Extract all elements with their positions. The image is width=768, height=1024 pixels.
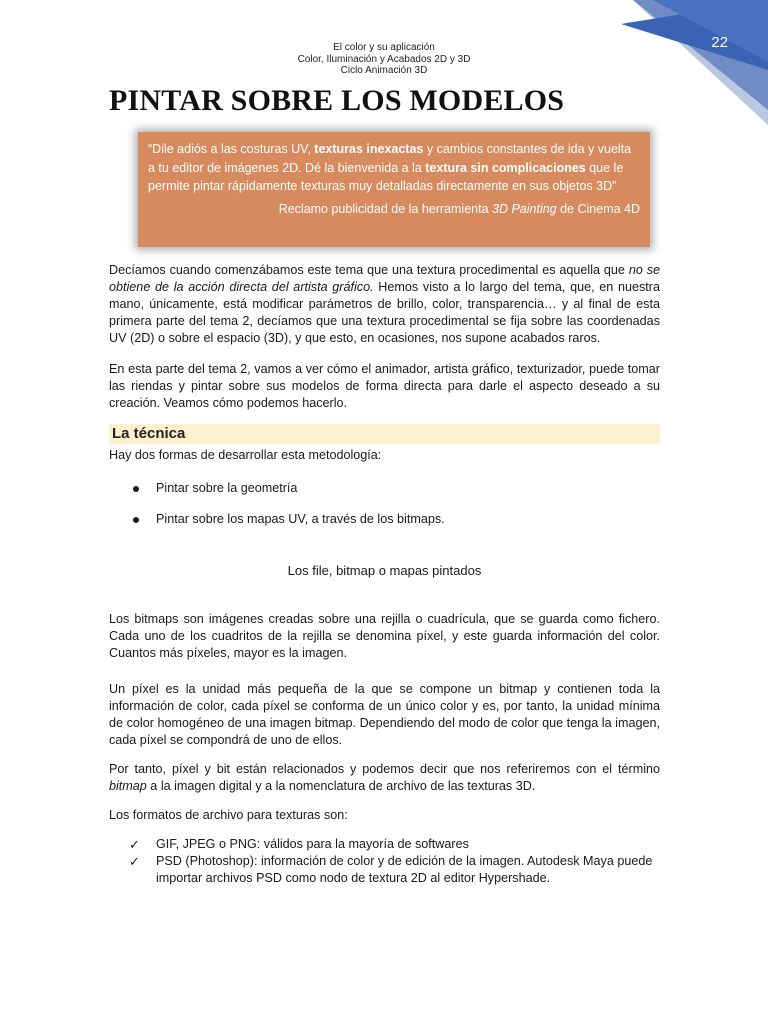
checkmark-icon: ✓ [129,854,140,869]
main-content [109,262,660,887]
technique-list [109,480,660,528]
paragraph-5-italic: bitmap [109,779,147,793]
list-item [109,836,660,853]
quote-bold-2: textura sin complicaciones [425,160,586,175]
bullet-dot-icon [133,517,139,523]
quote-text-part: “Dile adiós a las costuras UV, [148,142,315,156]
paragraph-1 [109,262,660,347]
paragraph-3: Los bitmaps son imágenes creadas sobre una rejilla o cuadrícula, que se guarda como fichero. Cada uno de los cuadritos de la rejilla se denomina píxel, y este guarda información del color. Cuantos más píxeles, mayor es la imagen. [109,612,660,660]
header-line-1: El color y su aplicación [333,42,435,53]
quote-source [148,200,640,219]
paragraph-2: En esta parte del tema 2, vamos a ver cómo el animador, artista gráfico, texturizador, puede tomar las riendas y pintar sobre sus modelos de forma directa para darle el aspecto deseado a su creación. Veamos cómo podemos hacerlo. [109,362,660,410]
paragraph-1-part: Hemos visto a lo largo del tema, que, en nuestra mano, únicamente, está modificar parámetros de brillo, color, transparencia… y al final de esta primera parte del tema 2, decíamos que una textura procedimental se fija sobre las coordenadas UV (2D) o sobre el espacio (3D), y que esto, en ocasiones, nos supone acabados raros. [109,280,660,345]
list-item [109,480,660,497]
quote-bold-1: texturas inexactas [314,142,424,156]
quote-source-part: de Cinema 4D [556,201,640,216]
section-heading: La técnica [109,424,660,444]
list-item-text: Pintar sobre los mapas UV, a través de los bitmaps. [156,512,445,526]
bullet-dot-icon [133,486,139,492]
checkmark-icon: ✓ [129,837,140,852]
quote-source-italic: 3D Painting [492,201,557,216]
paragraph-5-part: a la imagen digital y a la nomenclatura de archivo de las texturas 3D. [146,779,536,793]
paragraph-1-part: Decíamos cuando comenzábamos este tema que una textura procedimental es aquella que [109,263,629,277]
section-intro: Hay dos formas de desarrollar esta metodología: [109,448,382,462]
page-title: PINTAR SOBRE LOS MODELOS [109,84,565,117]
paragraph-6: Los formatos de archivo para texturas son: [109,808,348,822]
running-header [0,42,768,77]
list-item-text: GIF, JPEG o PNG: válidos para la mayoría de softwares [156,837,469,851]
header-line-2: Color, Iluminación y Acabados 2D y 3D [297,53,471,65]
quote-text-part: y cambios constantes de ida y vuelta a tu editor de imágenes 2D. Dé la bienvenida a la [148,142,632,175]
list-item [109,853,660,887]
paragraph-1-italic: no se obtiene de la acción directa del artista gráfico. [109,263,660,294]
paragraph-5 [109,761,660,795]
header-line-3: Ciclo Animación 3D [340,65,428,76]
subheading: Los file, bitmap o mapas pintados [287,563,482,578]
list-item-text: Pintar sobre la geometría [156,481,298,495]
paragraph-4: Un píxel es la unidad más pequeña de la que se compone un bitmap y contienen toda la información de color, cada píxel se conforma de un único color y es, por tanto, la unidad mínima de color homogéneo de una imagen bitmap. Dependiendo del modo de color que tenga la imagen, cada píxel se compondrá de uno de ellos. [109,682,660,747]
quote-source-part: Reclamo publicidad de la herramienta [278,201,492,216]
paragraph-5-part: Por tanto, píxel y bit están relacionados y podemos decir que nos referiremos con el término [109,762,660,776]
list-item [109,511,660,528]
quote-box [138,132,650,247]
page-number: 22 [711,34,728,51]
quote-text-part: que le permite pintar rápidamente texturas muy detalladas directamente en sus objetos 3D” [148,160,624,193]
list-item-text: PSD (Photoshop): información de color y de edición de la imagen. Autodesk Maya puede importar archivos PSD como nodo de textura 2D al editor Hypershade. [156,854,653,885]
formats-list [109,836,660,887]
quote-text [148,140,640,196]
